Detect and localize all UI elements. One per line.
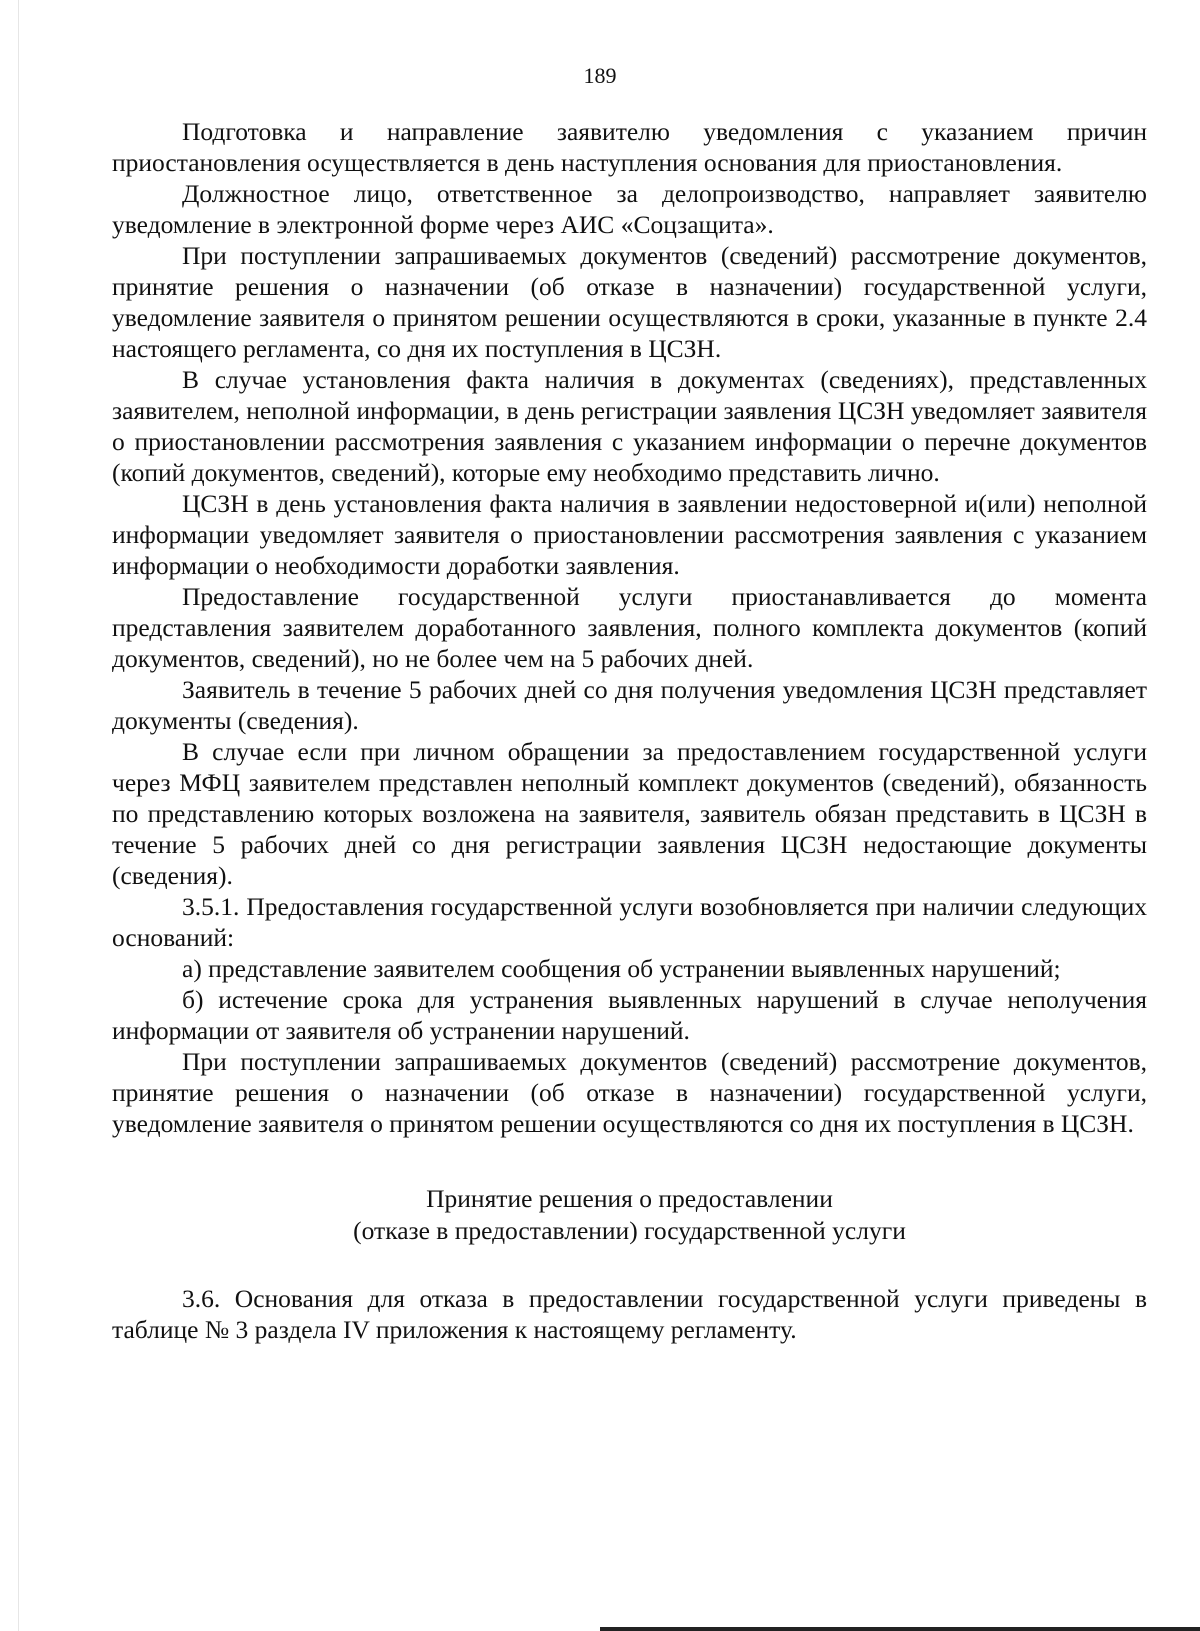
- paragraph: Предоставление государственной услуги приостанавливается до момента представления заявителем доработанного заявления, полного комплекта документов (копий документов, сведений), но не более чем на 5 рабочих дней.: [112, 582, 1147, 673]
- paragraph: Заявитель в течение 5 рабочих дней со дня получения уведомления ЦСЗН представляет документы (сведения).: [112, 675, 1147, 735]
- paragraph: При поступлении запрашиваемых документов (сведений) рассмотрение документов, принятие решения о назначении (об отказе в назначении) государственной услуги, уведомление заявителя о принятом решении осуществляются в сроки, указанные в пункте 2.4 настоящего регламента, со дня их поступления в ЦСЗН.: [112, 241, 1147, 363]
- paragraph: В случае установления факта наличия в документах (сведениях), представленных заявителем, неполной информации, в день регистрации заявления ЦСЗН уведомляет заявителя о приостановлении рассмотрения заявления с указанием информации о перечне документов (копий документов, сведений), которые ему необходимо представить лично.: [112, 365, 1147, 487]
- paragraph: При поступлении запрашиваемых документов (сведений) рассмотрение документов, принятие решения о назначении (об отказе в назначении) государственной услуги, уведомление заявителя о принятом решении осуществляются со дня их поступления в ЦСЗН.: [112, 1047, 1147, 1138]
- list-item: а) представление заявителем сообщения об устранении выявленных нарушений;: [182, 954, 1061, 983]
- paragraph: 3.5.1. Предоставления государственной услуги возобновляется при наличии следующих оснований:: [112, 892, 1147, 952]
- page-number: 189: [583, 63, 617, 88]
- document-body: [112, 116, 1147, 1345]
- paragraph: ЦСЗН в день установления факта наличия в заявлении недостоверной и(или) неполной информации уведомляет заявителя о приостановлении рассмотрения заявления с указанием информации о необходимости доработки заявления.: [112, 489, 1147, 580]
- scan-edge-shadow: [600, 1627, 1200, 1631]
- scan-edge-line: [18, 0, 19, 1631]
- paragraph: 3.6. Основания для отказа в предоставлении государственной услуги приведены в таблице № 3 раздела IV приложения к настоящему регламенту.: [112, 1284, 1147, 1344]
- section-heading-line: (отказе в предоставлении) государственной услуги: [353, 1216, 906, 1245]
- paragraph: Подготовка и направление заявителю уведомления с указанием причин приостановления осуществляется в день наступления основания для приостановления.: [112, 117, 1147, 177]
- section-heading-line: Принятие решения о предоставлении: [426, 1184, 833, 1213]
- section-heading: [112, 1183, 1147, 1247]
- paragraph: В случае если при личном обращении за предоставлением государственной услуги через МФЦ заявителем представлен неполный комплект документов (сведений), обязанность по представлению которых возложена на заявителя, заявитель обязан представить в ЦСЗН в течение 5 рабочих дней со дня регистрации заявления ЦСЗН недостающие документы (сведения).: [112, 737, 1147, 890]
- paragraph: Должностное лицо, ответственное за делопроизводство, направляет заявителю уведомление в электронной форме через АИС «Соцзащита».: [112, 179, 1147, 239]
- list-item: б) истечение срока для устранения выявленных нарушений в случае неполучения информации от заявителя об устранении нарушений.: [112, 985, 1147, 1045]
